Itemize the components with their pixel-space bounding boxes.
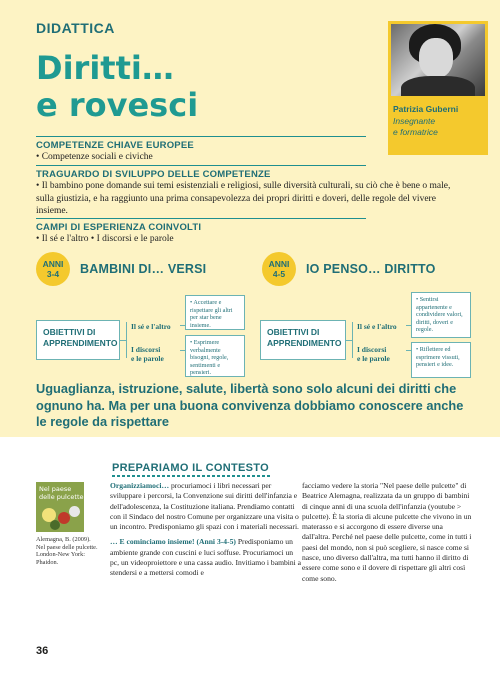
cover-illustration: [58, 512, 70, 524]
paragraph-start-text: Predisponiamo un ambiente grande con cuscini e luci soffuse. Procuriamoci un pc, un videoproiettore e una cassa audio. Invitiamo i bambini a stendersi e a mettersi comodi e: [110, 537, 302, 578]
author-photo: [391, 24, 485, 96]
objective-note-left-2: • Esprimere verbalmente bisogni, regole, sentimenti e pensieri.: [185, 335, 245, 377]
author-name: Patrizia Guberni: [393, 104, 459, 114]
paragraph-start-together: [110, 537, 302, 578]
title-line-1: Diritti…: [36, 49, 174, 87]
divider: [36, 136, 366, 137]
age-badge-range: 4-5: [272, 269, 286, 279]
age-badge-range: 3-4: [46, 269, 60, 279]
cover-illustration: [50, 520, 60, 530]
learning-objectives-box-right: [260, 320, 346, 360]
photo-face: [419, 38, 453, 78]
objective-line-1: OBIETTIVI DI: [267, 327, 320, 337]
field-discourse-line-1: I discorsi: [131, 345, 161, 354]
cover-illustration: [69, 506, 80, 517]
author-role-line-2: e formatrice: [393, 127, 438, 137]
age-badge-4-5: [262, 252, 296, 286]
page-title: [36, 50, 366, 124]
paragraph-organize-text: procuriamoci i libri necessari per sviluppare i percorsi, la Convenzione sui diritti dell'infanzia e dell'adolescenza, la Costituzione italiana. Prendiamo contatti con il Sindaco del nostro Comune per organizzare una visita o un incontro. Predisponiamo gli spazi con i materiali necessari.: [110, 481, 299, 532]
run-in-heading-start: … E cominciamo insieme! (Anni 3-4-5): [110, 537, 236, 547]
author-role-line-1: Insegnante: [393, 116, 436, 126]
development-goal-text: • Il bambino pone domande sui temi esistenziali e religiosi, sulle diversità culturali, su ciò che è bene o male, sulla giustizia, e ha raggiunto una prima consapevolezza dei propri diritti e doveri, delle regole del vivere insieme.: [36, 181, 451, 216]
field-discourse-line-2: e le parole: [131, 354, 164, 363]
panel-title-left: BAMBINI DI… VERSI: [80, 262, 207, 276]
experience-fields-heading: CAMPI DI ESPERIENZA COINVOLTI: [36, 222, 202, 233]
connector: [352, 322, 353, 358]
author-role: [393, 116, 485, 138]
objective-line-2: APPRENDIMENTO: [43, 337, 118, 348]
field-self-and-other-right: Il sé e l'altro: [357, 322, 397, 331]
page-number: 36: [36, 645, 49, 657]
lead-paragraph: Uguaglianza, istruzione, salute, libertà sono solo alcuni dei diritti che ognuno ha. Ma per una buona convivenza dobbiamo conoscere anche le regole da rispettare: [36, 381, 464, 429]
panel-title-right: IO PENSO… DIRITTO: [306, 262, 436, 276]
section-heading-prepare-context: PREPARIAMO IL CONTESTO: [112, 462, 269, 474]
age-badge-label: ANNI: [268, 259, 290, 269]
field-discourse-line-2: e le parole: [357, 354, 390, 363]
objective-line-2: APPRENDIMENTO: [267, 337, 342, 348]
paragraph-organize: [110, 481, 302, 532]
europe-competences-heading: COMPETENZE CHIAVE EUROPEE: [36, 140, 194, 151]
field-self-and-other-left: Il sé e l'altro: [131, 322, 171, 331]
age-badge-label: ANNI: [42, 259, 64, 269]
europe-competences-text: • Competenze sociali e civiche: [36, 152, 153, 162]
age-badge-3-4: [36, 252, 70, 286]
book-cover-image: [36, 482, 84, 532]
text-column-1: [110, 481, 302, 579]
photo-body: [401, 76, 475, 96]
objective-line-1: OBIETTIVI DI: [43, 327, 96, 337]
objective-note-left-1: • Accettare e rispettare gli altri per star bene insieme.: [185, 295, 245, 330]
objective-note-right-2: • Riflettere ed esprimere vissuti, pensieri e idee.: [411, 342, 471, 378]
field-discourse-left: [131, 345, 183, 363]
text-column-2: [302, 481, 472, 584]
section-label: DIDATTICA: [36, 20, 115, 36]
paragraph-story: facciamo vedere la storia "Nel paese delle pulcette" di Beatrice Alemagna, realizzata da un gruppo di bambini di cinque anni di una scuola dell'infanzia (youtube > pulcette). È la storia di alcune pulcette che vivono in un materasso e si accorgono di essere diverse una dall'altra. Perché nel paese delle pulcette, come in tutti i paesi del mondo, non si può scegliere, si nasce come si nasce, uno diverso dall'altra, ma tutti hanno il diritto di essere come sono e il dovere di rispettare gli altri così come sono.: [302, 481, 472, 583]
title-line-2: e rovesci: [36, 86, 199, 124]
development-goal-heading: TRAGUARDO DI SVILUPPO DELLE COMPETENZE: [36, 169, 271, 180]
objective-note-right-1: • Sentirsi appartenente e condividere valori, diritti, doveri e regole.: [411, 292, 471, 338]
field-discourse-line-1: I discorsi: [357, 345, 387, 354]
book-cover-title-line-2: delle pulcette: [39, 493, 84, 501]
connector: [126, 322, 127, 358]
run-in-heading-organize: Organizziamoci…: [110, 481, 170, 490]
book-cover-title-line-1: Nel paese: [39, 485, 72, 493]
experience-fields-text: • Il sé e l'altro • I discorsi e le parole: [36, 234, 174, 244]
divider: [36, 165, 366, 166]
divider: [36, 218, 366, 219]
field-discourse-right: [357, 345, 409, 363]
book-caption: Alemagna, B. (2009). Nel paese delle pulcette. London-New York: Phaidon.: [36, 536, 98, 566]
learning-objectives-box-left: [36, 320, 120, 360]
